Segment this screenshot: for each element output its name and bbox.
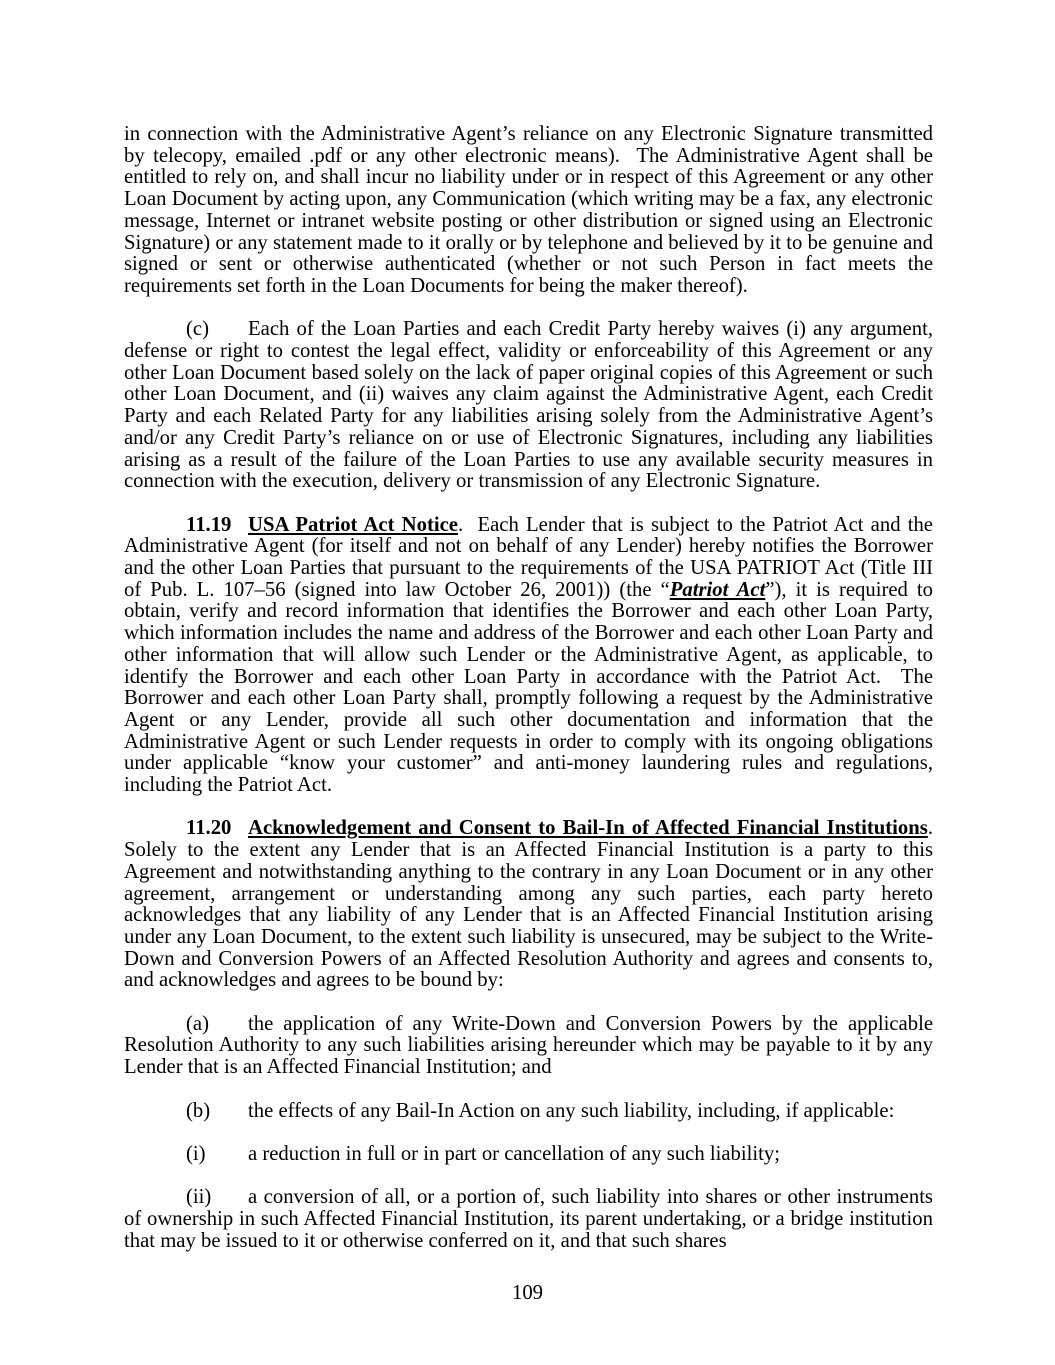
continuation-paragraph	[124, 123, 939, 298]
clause-b-i-paragraph	[124, 1144, 933, 1166]
clause-c-text: Each of the Loan Parties and each Credit Party hereby waives (i) any argument, defense or right to contest the legal effect, validity or enforceability of this Agreement or any other Loan Document based solely on the lack of paper original copies of this Agreement or such other Loan Document, and (ii) waives any claim against the Administrative Agent, each Credit Party and each Related Party for any liabilities arising solely from the Administrative Agent’s and/or any Credit Party’s reliance on or use of Electronic Signatures, including any liabilities arising as a result of the failure of the Loan Parties to use any available security measures in connection with the execution, delivery or transmission of any Electronic Signature.	[124, 318, 939, 493]
section-11-19-heading: USA Patriot Act Notice	[248, 513, 458, 536]
clause-a-text: the application of any Write-Down and Conversion Powers by the applicable Resolution Authority to any such liabilities arising hereunder which may be payable to it by any Lender that is an Affected Financial Institution; and	[124, 1012, 939, 1079]
clause-a-paragraph	[124, 1012, 939, 1079]
continuation-paragraph-text: in connection with the Administrative Agent’s reliance on any Electronic Signature transmitted by telecopy, emailed .pdf or any other electronic means). The Administrative Agent shall be entitled to rely on, and shall incur no liability under or in respect of this Agreement or any other Loan Document by acting upon, any Communication (which writing may be a fax, any electronic message, Internet or intranet website posting or other distribution or signed using an Electronic Signature) or any statement made to it orally or by telephone and believed by it to be genuine and signed or sent or otherwise authenticated (whether or not such Person in fact meets the requirements set forth in the Loan Documents for being the maker thereof).	[124, 123, 939, 297]
section-11-20-paragraph	[124, 817, 944, 992]
clause-b-i-label: (i)	[186, 1142, 206, 1165]
clause-b-ii-text: a conversion of all, or a portion of, such liability into shares or other instruments of ownership in such Affected Financial Institution, its parent undertaking, or a bridge institution that may be issued to it or otherwise conferred on it, and that such shares	[124, 1186, 939, 1252]
clause-a-label: (a)	[186, 1012, 209, 1035]
clause-c-label: (c)	[186, 318, 209, 341]
section-11-19-body-after-term: ”), it is required to obtain, verify and record information that identifies the Borrower and each other Loan Party, which information includes the name and address of the Borrower and each other Loan Party and other information that will allow such Lender or the Administrative Agent, as applicable, to identify the Borrower and each other Loan Party in accordance with the Patriot Act. The Borrower and each other Loan Party shall, promptly following a request by the Administrative Agent or any Lender, provide all such other documentation and information that the Administrative Agent or such Lender requests in order to comply with its ongoing obligations under applicable “know your customer” and anti-money laundering rules and regulations, including the Patriot Act.	[124, 578, 939, 797]
section-11-20-heading: Acknowledgement and Consent to Bail-In of Affected Financial Institutions	[248, 817, 928, 840]
section-11-20-number: 11.20	[186, 817, 232, 840]
section-11-19-number: 11.19	[186, 513, 232, 536]
section-11-20-body: . Solely to the extent any Lender that is an Affected Financial Institution is a party to this Agreement and notwithstanding anything to the contrary in any Loan Document or in any other agreement, arrangement or understanding among any such parties, each party hereto acknowledges that any liability of any Lender that is an Affected Financial Institution arising under any Loan Document, to the extent such liability is unsecured, may be subject to the Write-Down and Conversion Powers of an Affected Resolution Authority and agrees and consents to, and acknowledges and agrees to be bound by:	[124, 817, 944, 992]
clause-b-i-text: a reduction in full or in part or cancellation of any such liability;	[248, 1142, 780, 1165]
section-11-19-paragraph	[124, 513, 939, 797]
clause-b-ii-paragraph	[124, 1186, 939, 1252]
clause-b-ii-label: (ii)	[186, 1186, 212, 1209]
clause-c-paragraph	[124, 318, 939, 493]
clause-b-text: the effects of any Bail-In Action on any such liability, including, if applicable:	[248, 1099, 895, 1122]
clause-b-paragraph	[124, 1101, 933, 1123]
clause-b-label: (b)	[186, 1099, 211, 1122]
patriot-act-defined-term: Patriot Act	[669, 578, 766, 601]
page-number: 109	[511, 1282, 544, 1304]
section-11-19-body-before-term: . Each Lender that is subject to the Patriot Act and the Administrative Agent (for itself and not on behalf of any Lender) hereby notifies the Borrower and the other Loan Parties that pursuant to the requirements of the USA PATRIOT Act (Title III of Pub. L. 107–56 (signed into law October 26, 2001)) (the “	[124, 513, 939, 601]
